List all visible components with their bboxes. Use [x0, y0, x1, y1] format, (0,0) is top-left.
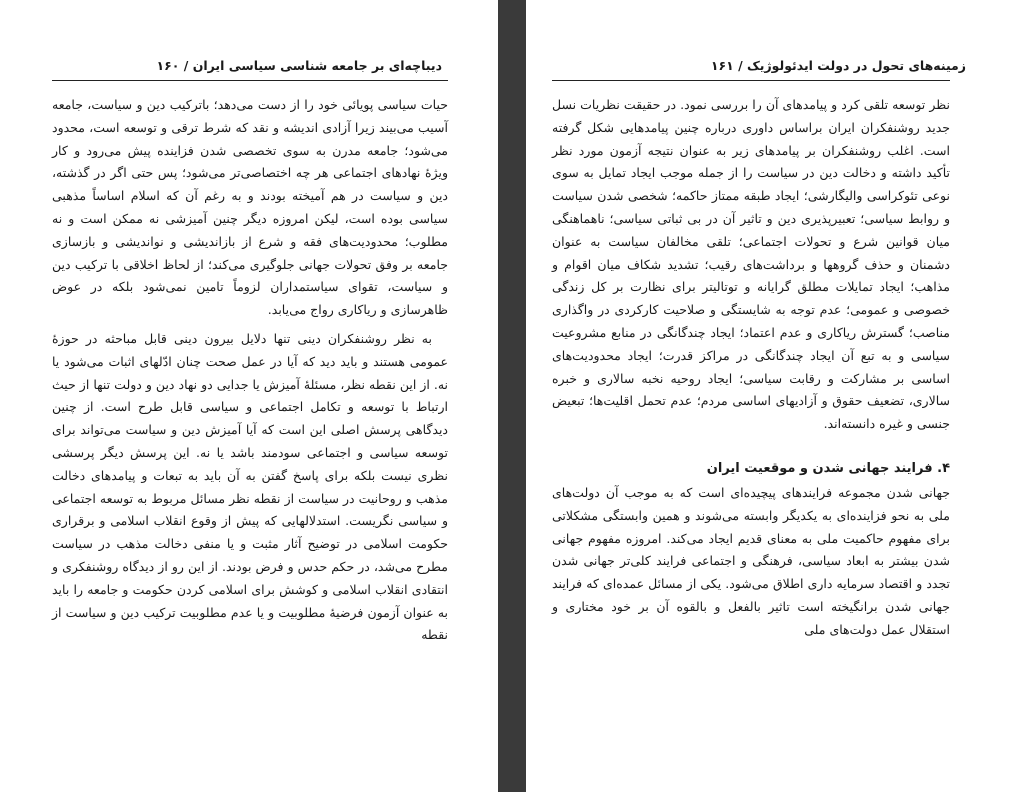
left-page [0, 0, 498, 792]
right-page-header: زمینه‌های تحول در دولت ایدئولوژیک / ۱۶۱ [710, 58, 966, 73]
right-page [526, 0, 1024, 792]
right-page-body [552, 94, 950, 642]
left-page-header: دیباچه‌ای بر جامعه شناسی سیاسی ایران / ۱۶۰ [156, 58, 442, 73]
section-heading: ۴. فرایند جهانی شدن و موقعیت ایران [706, 460, 950, 476]
left-paragraph-2: به نظر روشنفکران دینی تنها دلایل بیرون دینی قابل مباحثه در حوزهٔ عمومی هستند و باید دید که آیا در عمل صحت چنان ادّلهای اثبات می‌شود یا نه. از این نقطه نظر، مسئلهٔ آمیزش یا جدایی دو نهاد دین و دولت تنها از حیث ارتباط با توسعه و تکامل اجتماعی و سیاسی قابل طرح است. از چنین دیدگاهی پرسش اصلی این است که آیا آمیزش دین و سیاست می‌تواند برای توسعه سیاسی و اجتماعی سودمند باشد یا نه. این پرسش دیگر پرسشی نظری نیست بلکه برای پاسخ گفتن به آن باید به تبعات و پیامدهای دخالت مذهب و روحانیت در سیاست از نقطه نظر مسائل مربوط به توسعه اجتماعی و سیاسی نگریست. استدلالهایی که پیش از وقوع انقلاب اسلامی و برقراری حکومت اسلامی در توضیح آثار مثبت و یا منفی دخالت مذهب در سیاست مطرح می‌شد، در حکم حدس و فرض بودند. از این رو از دیدگاه روشنفکری و انتقادی انقلاب اسلامی و کوشش برای اسلامی کردن حکومت و جامعه را باید به عنوان آزمون فرضیهٔ مطلوبیت و یا عدم مطلوبیت ترکیب دین و سیاست از نقطه [52, 330, 448, 643]
left-page-body [52, 94, 448, 647]
section-paragraph-1: جهانی شدن مجموعه فرایندهای پیچیده‌ای است که به موجب آن دولت‌های ملی به نحو فزاینده‌ای به یکدیگر وابسته می‌شوند و همین وابستگی مشکلاتی برای مفهوم حاکمیت ملی به معنای قدیم ایجاد می‌کند. امروزه مفهوم جهانی شدن بیشتر به ابعاد سیاسی، فرهنگی و اجتماعی فرایند کلی‌تر جهانی شدن تجدد و اقتصاد سرمایه داری اطلاق می‌شود. یکی از مسائل عمده‌ای که فرایند جهانی شدن برانگیخته است تاثیر بالفعل و بالقوه آن بر خود مختاری و استقلال عمل دولت‌های ملی [552, 484, 950, 637]
right-paragraph-1: نظر توسعه تلقی کرد و پیامدهای آن را بررسی نمود. در حقیقت نظریات نسل جدید روشنفکران ایران براساس داوری درباره چنین پیامدهایی شکل گرفته است. اغلب روشنفکران بر پیامدهای زیر به عنوان نتیجه آزمون مورد نظر تأکید داشته و دخالت دین در سیاست را از جمله موجب ایجاد تمایل به سوی نوعی تئوکراسی والیگارشی؛ ایجاد طبقه ممتاز حاکمه؛ شخصی شدن سیاست و روابط سیاسی؛ تعبیرپذیری دین و تاثیر آن در بی ثباتی سیاسی؛ ناهماهنگی میان قوانین شرع و تحولات اجتماعی؛ تلقی مخالفان سیاست به عنوان دشمنان و حذف گروهها و برداشت‌های رقیب؛ تشدید شکاف میان اقوام و مذاهب؛ ایجاد تمایلات مطلق گرایانه و توتالیتر برای نظارت بر کل زندگی خصوصی و عمومی؛ عدم توجه به شایستگی و صلاحیت کارکردی در واگذاری مناصب؛ گسترش ریاکاری و عدم اعتماد؛ ایجاد چندگانگی در منابع مشروعیت سیاسی و به تبع آن ایجاد چندگانگی در مراکز قدرت؛ ایجاد محدودیت‌های اساسی بر مشارکت و رقابت سیاسی؛ ایجاد روحیه نخبه سالاری و خبره سالاری، تضعیف حقوق و آزادیهای اساسی مردم؛ عدم تحمل اقلیت‌ها؛ تبعیض جنسی و غیره دانسته‌اند. [552, 97, 950, 432]
left-header-rule [52, 80, 448, 81]
left-paragraph-1: حیات سیاسی پویائی خود را از دست می‌دهد؛ باترکیب دین و سیاست، جامعه آسیب می‌بیند زیرا آزادی اندیشه و نقد که شرط ترقی و توسعه است، محدود می‌شود؛ جامعه مدرن به سوی تخصصی شدن فزاینده پیش می‌رود و کار ویژهٔ نهادهای اجتماعی هر چه اختصاصی‌تر می‌شود؛ پس حتی اگر در گذشته، دین و سیاست در هم آمیخته بودند و به رغم آن که اسلام اساساً مذهبی سیاسی بوده است، لیکن امروزه دیگر چنین آمیزشی نه ممکن است و نه مطلوب؛ محدودیت‌های فقه و شرع از بازاندیشی و نواندیشی و بازسازی جامعه بر وفق تحولات جهانی جلوگیری می‌کند؛ از لحاظ اخلاقی با ترکیب دین و سیاست، تقوای سیاستمداران لزوماً تامین نمی‌شود بلکه در عوض ظاهرسازی و ریاکاری رواج می‌یابد. [52, 97, 448, 318]
book-gutter [498, 0, 526, 792]
right-header-rule [552, 80, 950, 81]
